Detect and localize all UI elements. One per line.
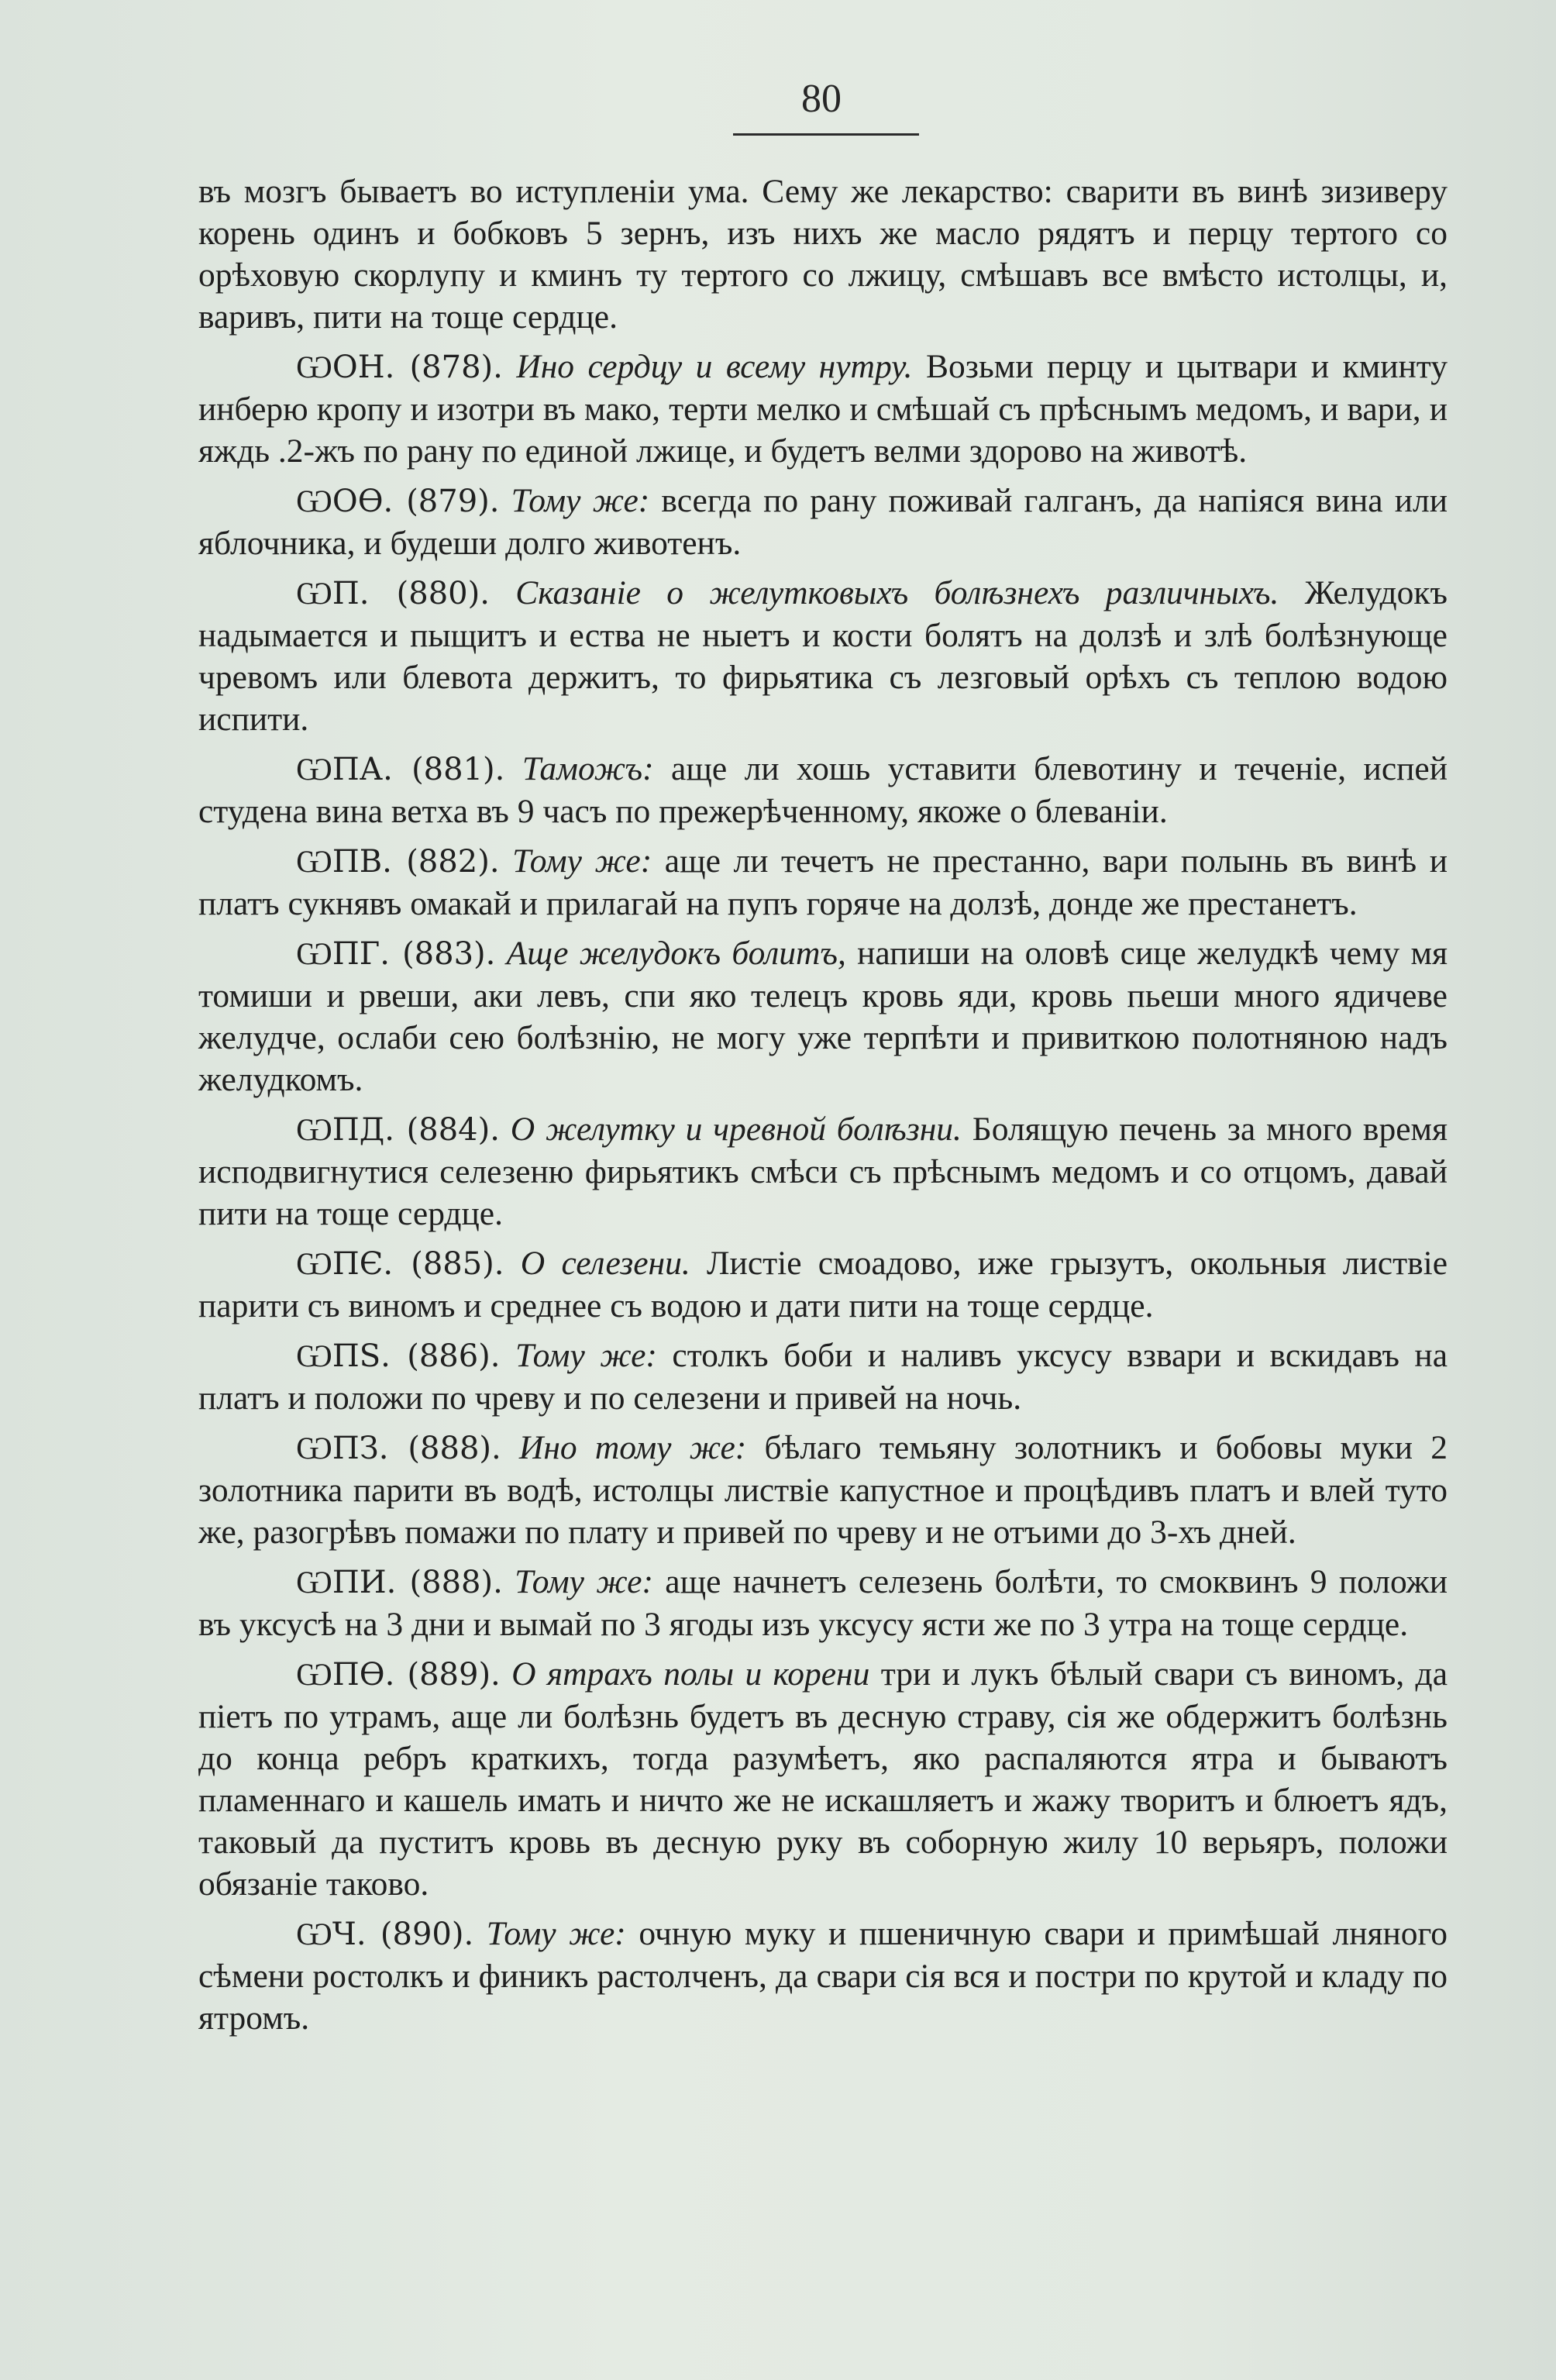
entry-text: очную муку и пшеничную свари и примѣшай лняного сѣмени ростолкъ и финикъ растолченъ, да свари сія вся и постри по крутой и кладу по ятромъ. <box>198 1915 1448 2037</box>
entry-text: Болящую печень за много время исподвигнутися селезеню фирьятикъ смѣси съ прѣснымъ медомъ и со отцомъ, давай пити на тоще сердце. <box>198 1111 1448 1232</box>
entry-text: Возьми перцу и цытвари и кминту инберю кропу и изотри въ мако, терти мелко и смѣшай съ прѣснымъ медомъ, и вари, и яждь .2-жъ по рану по единой лжице, и будетъ велми здорово на животѣ. <box>198 348 1448 470</box>
entry-886 <box>198 1335 1448 1419</box>
entry-title: Аще желудокъ болитъ, <box>506 935 846 972</box>
entry-number: ѠП. (880). <box>296 576 490 611</box>
entry-885 <box>198 1242 1448 1327</box>
entry-title: Тому же: <box>511 482 650 519</box>
entry-number: ѠПЅ. (886). <box>296 1338 501 1374</box>
entry-879 <box>198 480 1448 564</box>
entry-number: ѠЧ. (890). <box>296 1917 474 1952</box>
entry-text: аще ли хошь уставити блевотину и теченіе, испей студена вина ветха въ 9 часъ по прежерѣченному, якоже о блеваніи. <box>198 750 1448 830</box>
entry-number: ѠОѲ. (879). <box>296 484 500 519</box>
main-text <box>198 170 1448 2047</box>
entry-881 <box>198 748 1448 832</box>
entry-text: Желудокъ надымается и пыщитъ и ества не ныетъ и кости болятъ на долзѣ и злѣ болѣзнующе чревомъ или блевота держитъ, то фирьятика съ лезговый орѣхъ съ теплою водою испити. <box>198 574 1448 738</box>
entry-888 <box>198 1561 1448 1645</box>
entry-880 <box>198 572 1448 740</box>
entry-number: ѠПѲ. (889). <box>296 1657 501 1693</box>
entry-text: три и лукъ бѣлый свари съ виномъ, да піетъ по утрамъ, аще ли болѣзнь будетъ въ десную страву, сія же обдержитъ болѣзнь до конца ребръ краткихъ, тогда разумѣетъ, яко распаляются ятра и бываютъ пламеннаго и кашель имать и ничто же не искашляетъ и жажу творитъ и блюетъ ядъ, таковый да пуститъ кровь въ десную руку въ соборную жилу 10 верьяръ, положи обязаніе таково. <box>198 1655 1448 1903</box>
entry-number: ѠПИ. (888). <box>296 1565 503 1600</box>
entry-text: аще ли течетъ не престанно, вари полынь въ винѣ и платъ сукнявъ омакай и прилагай на пупъ горяче на долзѣ, донде же престанетъ. <box>198 842 1448 922</box>
entry-884 <box>198 1108 1448 1235</box>
entry-number: ѠПА. (881). <box>296 752 505 787</box>
entry-text: Листіе смоадово, иже грызутъ, окольныя листвіе парити съ виномъ и среднее съ водою и дати пити на тоще сердце. <box>198 1245 1448 1324</box>
entry-878 <box>198 346 1448 472</box>
entry-title: Ино сердцу и всему нутру. <box>516 348 913 385</box>
entry-title: Тому же: <box>512 842 652 880</box>
entry-text: столкъ боби и наливъ уксусу взвари и вскидавъ на платъ и положи по чреву и по селезени и привей на ночь. <box>198 1337 1448 1417</box>
entry-title: Ино тому же: <box>518 1429 747 1466</box>
page-number: 80 <box>801 77 842 121</box>
entry-883 <box>198 932 1448 1100</box>
entry-889 <box>198 1653 1448 1905</box>
entry-890 <box>198 1913 1448 2039</box>
entry-title: Таможъ: <box>522 750 654 787</box>
entry-title: Сказаніе о желутковыхъ болѣзнехъ различныхъ. <box>515 574 1279 611</box>
entry-text: всегда по рану поживай галганъ, да напіяся вина или яблочника, и будеши долго животенъ. <box>198 482 1448 562</box>
page-number-rule <box>733 133 919 136</box>
entry-number: ѠПВ. (882). <box>296 844 500 880</box>
entry-text: аще начнетъ селезень болѣти, то смоквинъ 9 положи въ уксусѣ на 3 дни и вымай по 3 ягоды изъ уксусу ясти же по 3 утра на тоще сердце. <box>198 1563 1448 1643</box>
entry-number: ѠПД. (884). <box>296 1112 500 1148</box>
entry-title: О ятрахъ полы и корени <box>511 1655 870 1693</box>
entry-number: ѠОН. (878). <box>296 350 503 385</box>
entry-title: Тому же: <box>515 1563 653 1600</box>
entry-number: ѠПЗ. (888). <box>296 1431 501 1466</box>
entry-number: ѠПГ. (883). <box>296 936 496 972</box>
entry-title: О селезени. <box>520 1245 690 1282</box>
entry-text: бѣлаго темьяну золотникъ и бобовы муки 2 золотника парити въ водѣ, истолцы листвіе капустное и процѣдивъ платъ и влей туто же, разогрѣвъ помажи по плату и привей по чреву и не отъими до 3-хъ дней. <box>198 1429 1448 1551</box>
entry-title: О желутку и чревной болѣзни. <box>510 1111 962 1148</box>
entry-title: Тому же: <box>515 1337 657 1374</box>
entry-882 <box>198 840 1448 925</box>
entry-text: напиши на оловѣ сице желудкѣ чему мя томиши и рвеши, аки левъ, спи яко телецъ кровь яди, кровь пьеши много ядичеве желудче, ослаби сею болѣзнію, не могу уже терпѣти и привиткою полотняною надъ желудкомъ. <box>198 935 1448 1098</box>
entry-number: ѠПЄ. (885). <box>296 1246 504 1282</box>
paragraph-intro: въ мозгъ бываетъ во иступленіи ума. Сему же лекарство: сварити въ винѣ зизиверу корень одинъ и бобковъ 5 зернъ, изъ нихъ же масло рядятъ и перцу тертого со орѣховую скорлупу и кминъ ту тертого со лжицу, смѣшавъ все вмѣсто истолцы, и, варивъ, пити на тоще сердце. <box>198 173 1448 336</box>
entry-887 <box>198 1427 1448 1553</box>
entry-title: Тому же: <box>486 1915 626 1952</box>
